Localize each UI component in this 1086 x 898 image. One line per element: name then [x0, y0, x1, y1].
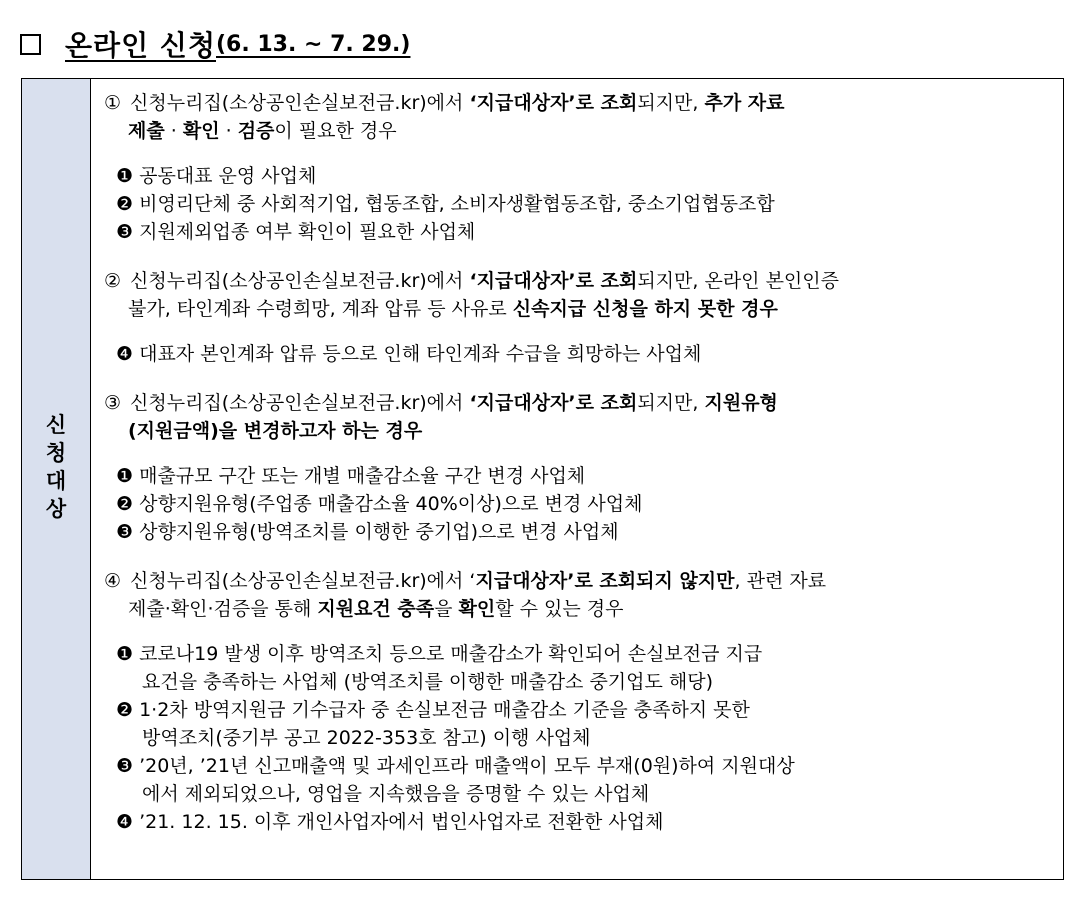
section-title — [20, 24, 410, 64]
title-date: (6. 13. ~ 7. 29.) — [216, 31, 411, 57]
side-char: 상 — [45, 497, 67, 521]
list-item: ❷ 상향지원유형(주업종 매출감소율 40%이상)으로 변경 사업체 — [116, 493, 643, 515]
section-2-heading-cont: 불가, 타인계좌 수령희망, 계좌 압류 등 사유로 신속지급 신청을 하지 못한 경우 — [128, 298, 778, 320]
side-header-label — [22, 411, 90, 523]
section-4-heading: ④ 신청누리집(소상공인손실보전금.kr)에서 ‘지급대상자’로 조회되지 않지만, 관련 자료 — [104, 570, 827, 592]
list-item: ❸ ’20년, ’21년 신고매출액 및 과세인프라 매출액이 모두 부재(0원)하여 지원대상 — [116, 755, 795, 777]
content-table — [21, 78, 1064, 880]
section-4-heading-cont: 제출·확인·검증을 통해 지원요건 충족을 확인할 수 있는 경우 — [128, 598, 624, 620]
list-item: ❶ 코로나19 발생 이후 방역조치 등으로 매출감소가 확인되어 손실보전금 지급 — [116, 643, 763, 665]
title-main: 온라인 신청 — [65, 29, 216, 62]
side-char: 청 — [45, 441, 67, 465]
list-item-cont: 에서 제외되었으나, 영업을 지속했음을 증명할 수 있는 사업체 — [142, 783, 650, 805]
list-item: ❸ 지원제외업종 여부 확인이 필요한 사업체 — [116, 221, 476, 243]
checkbox-square-icon — [20, 34, 41, 55]
section-3-heading: ③ 신청누리집(소상공인손실보전금.kr)에서 ‘지급대상자’로 조회되지만, 지원유형 — [104, 392, 778, 414]
section-3-heading-cont: (지원금액)을 변경하고자 하는 경우 — [128, 420, 423, 442]
list-item-cont: 요건을 충족하는 사업체 (방역조치를 이행한 매출감소 중기업도 해당) — [142, 671, 714, 693]
list-item: ❹ ’21. 12. 15. 이후 개인사업자에서 법인사업자로 전환한 사업체 — [116, 811, 664, 833]
list-item-cont: 방역조치(중기부 공고 2022-353호 참고) 이행 사업체 — [142, 727, 591, 749]
list-item: ❷ 1·2차 방역지원금 기수급자 중 손실보전금 매출감소 기준을 충족하지 못한 — [116, 699, 750, 721]
section-2-heading: ② 신청누리집(소상공인손실보전금.kr)에서 ‘지급대상자’로 조회되지만, 온라인 본인인증 — [104, 270, 839, 292]
list-item: ❸ 상향지원유형(방역조치를 이행한 중기업)으로 변경 사업체 — [116, 521, 619, 543]
section-1-heading-cont: 제출 · 확인 · 검증이 필요한 경우 — [128, 120, 397, 142]
list-item: ❹ 대표자 본인계좌 압류 등으로 인해 타인계좌 수급을 희망하는 사업체 — [116, 343, 702, 365]
side-header-cell — [22, 79, 91, 879]
list-item: ❷ 비영리단체 중 사회적기업, 협동조합, 소비자생활협동조합, 중소기업협동조합 — [116, 193, 775, 215]
list-item: ❶ 공동대표 운영 사업체 — [116, 165, 317, 187]
side-char: 신 — [45, 413, 67, 437]
side-char: 대 — [45, 469, 67, 493]
section-1-heading: ① 신청누리집(소상공인손실보전금.kr)에서 ‘지급대상자’로 조회되지만, 추가 자료 — [104, 92, 785, 114]
list-item: ❶ 매출규모 구간 또는 개별 매출감소율 구간 변경 사업체 — [116, 465, 586, 487]
